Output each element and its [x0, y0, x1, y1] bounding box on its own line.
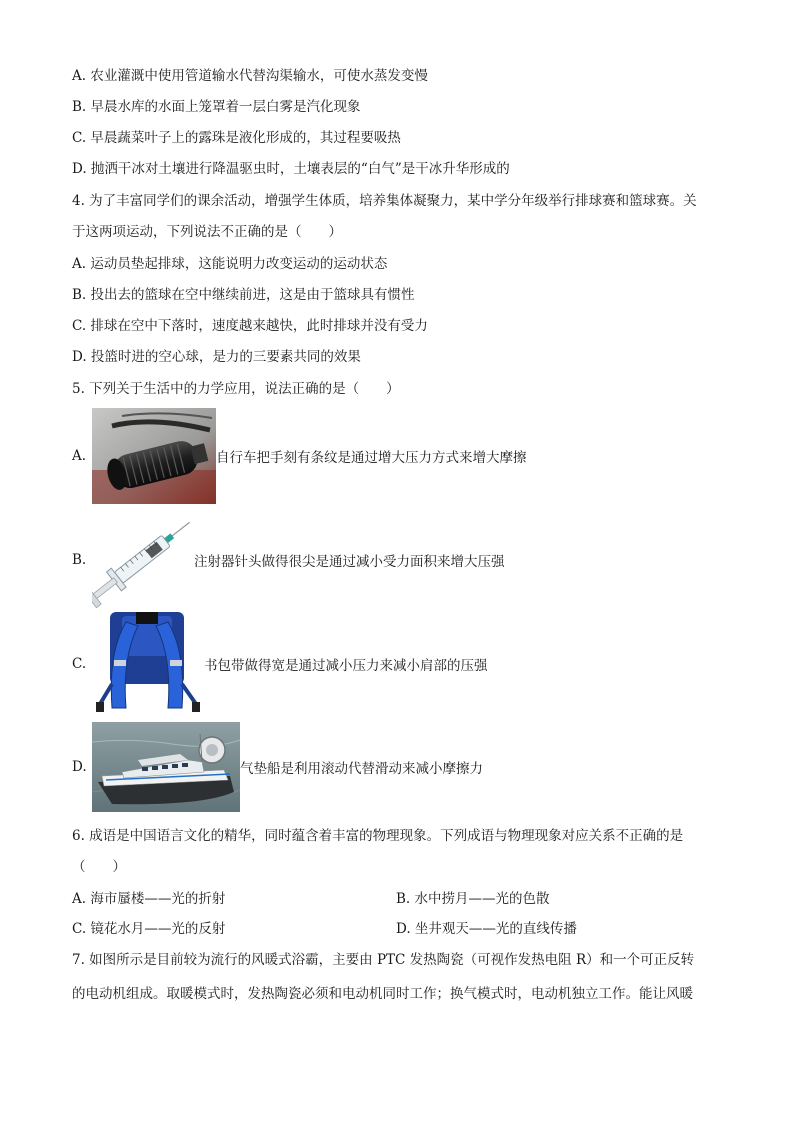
syringe-image — [92, 512, 194, 608]
q4-option-b: B. 投出去的篮球在空中继续前进，这是由于篮球具有惯性 — [72, 287, 415, 303]
q7-stem-line2: 的电动机组成。取暖模式时，发热陶瓷必须和电动机同时工作；换气模式时，电动机独立工作。能让风暖 — [72, 986, 693, 1002]
q5-option-d-text: 气垫船是利用滚动代替滑动来减小摩擦力 — [240, 761, 483, 777]
q5-option-b-text: 注射器针头做得很尖是通过减小受力面积来增大压强 — [194, 554, 505, 570]
option-letter: B. — [72, 552, 87, 568]
q6-option-d: D. 坐井观天——光的直线传播 — [396, 921, 577, 937]
option-letter: C. — [72, 656, 87, 672]
q5-option-a-text: 自行车把手刻有条纹是通过增大压力方式来增大摩擦 — [216, 450, 527, 466]
q4-stem-line2: 于这两项运动，下列说法不正确的是（ ） — [72, 224, 342, 240]
q6-option-b: B. 水中捞月——光的色散 — [396, 891, 550, 907]
q7-stem-line1: 7. 如图所示是目前较为流行的风暖式浴霸，主要由 PTC 发热陶瓷（可视作发热电阻 R）和一个可正反转 — [72, 952, 695, 968]
q4-option-c: C. 排球在空中下落时，速度越来越快，此时排球并没有受力 — [72, 318, 428, 334]
bicycle-grip-image — [92, 408, 216, 504]
q3-option-c: C. 早晨蔬菜叶子上的露珠是液化形成的，其过程要吸热 — [72, 130, 401, 146]
option-letter: D. — [72, 759, 87, 775]
backpack-image — [92, 612, 204, 716]
q4-stem-line1: 4. 为了丰富同学们的课余活动，增强学生体质，培养集体凝聚力，某中学分年级举行排球赛和篮球赛。关 — [72, 193, 697, 209]
hovercraft-image — [92, 722, 240, 812]
q3-option-b: B. 早晨水库的水面上笼罩着一层白雾是汽化现象 — [72, 99, 361, 115]
q6-stem-line2: （ ） — [72, 859, 126, 875]
q6-option-c: C. 镜花水月——光的反射 — [72, 921, 226, 937]
q5-option-d — [72, 722, 483, 812]
q3-option-a: A. 农业灌溉中使用管道输水代替沟渠输水，可使水蒸发变慢 — [72, 68, 428, 84]
q5-option-a — [72, 408, 527, 504]
q5-option-c — [72, 612, 488, 716]
q6-stem-line1: 6. 成语是中国语言文化的精华，同时蕴含着丰富的物理现象。下列成语与物理现象对应关系不正确的是 — [72, 828, 684, 844]
q3-option-d: D. 抛洒干冰对土壤进行降温驱虫时，土壤表层的“白气”是干冰升华形成的 — [72, 161, 510, 177]
q5-option-c-text: 书包带做得宽是通过减小压力来减小肩部的压强 — [204, 658, 488, 674]
q6-option-a: A. 海市蜃楼——光的折射 — [72, 891, 226, 907]
q5-stem: 5. 下列关于生活中的力学应用，说法正确的是（ ） — [72, 381, 400, 397]
q4-option-d: D. 投篮时进的空心球，是力的三要素共同的效果 — [72, 349, 361, 365]
q4-option-a: A. 运动员垫起排球，这能说明力改变运动的运动状态 — [72, 256, 388, 272]
q5-option-b — [72, 512, 505, 608]
option-letter: A. — [72, 448, 87, 464]
